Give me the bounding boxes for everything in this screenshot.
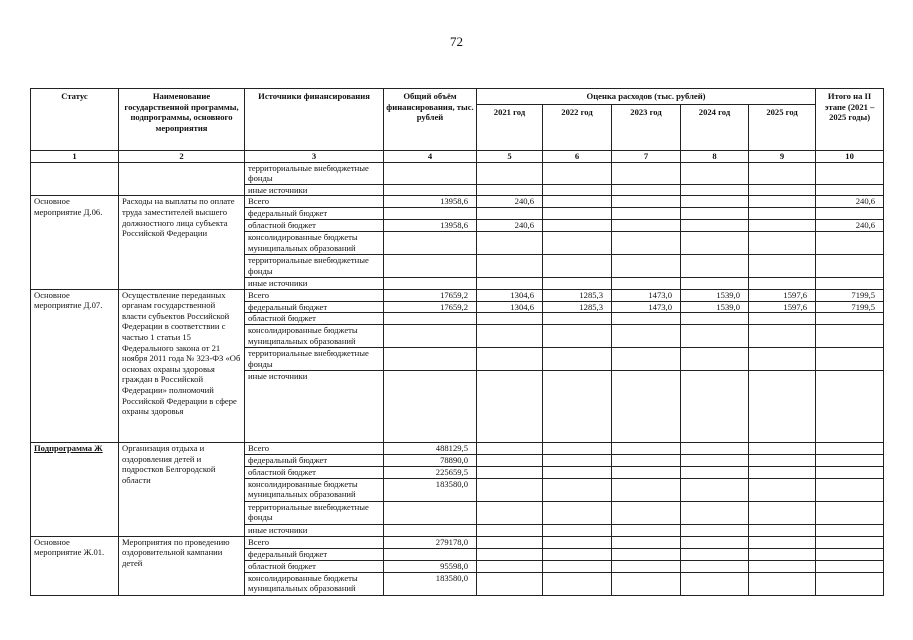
stage-total-cell bbox=[816, 231, 884, 254]
column-number-row bbox=[31, 150, 884, 162]
column-number: 7 bbox=[612, 150, 681, 162]
stage-total-cell: 7199,5 bbox=[816, 289, 884, 301]
year-value-cell bbox=[612, 254, 681, 277]
source-cell: иные источники bbox=[245, 371, 384, 443]
year-value-cell bbox=[681, 548, 749, 560]
table-row bbox=[31, 196, 884, 208]
year-value-cell bbox=[543, 455, 612, 467]
year-value-cell bbox=[681, 536, 749, 548]
source-cell: консолидированные бюджеты муниципальных образований bbox=[245, 231, 384, 254]
year-value-cell bbox=[681, 478, 749, 501]
name-cell: Организация отдыха и оздоровления детей и подростков Белгородской области bbox=[119, 443, 245, 537]
year-value-cell bbox=[543, 231, 612, 254]
year-value-cell bbox=[749, 162, 816, 184]
source-cell: иные источники bbox=[245, 524, 384, 536]
year-value-cell bbox=[477, 208, 543, 220]
status-cell: Основное мероприятие Ж.01. bbox=[31, 536, 119, 595]
year-value-cell bbox=[681, 466, 749, 478]
source-cell: консолидированные бюджеты муниципальных образований bbox=[245, 478, 384, 501]
year-value-cell bbox=[477, 184, 543, 196]
year-value-cell bbox=[477, 560, 543, 572]
year-value-cell: 1539,0 bbox=[681, 301, 749, 313]
header-total: Общий объём финансирования, тыс. рублей bbox=[384, 89, 477, 151]
year-value-cell bbox=[681, 455, 749, 467]
year-value-cell bbox=[612, 325, 681, 348]
year-value-cell bbox=[477, 313, 543, 325]
total-cell bbox=[384, 184, 477, 196]
column-number: 3 bbox=[245, 150, 384, 162]
header-estimate: Оценка расходов (тыс. рублей) bbox=[477, 89, 816, 105]
stage-total-cell bbox=[816, 536, 884, 548]
stage-total-cell bbox=[816, 466, 884, 478]
total-cell: 13958,6 bbox=[384, 219, 477, 231]
year-value-cell bbox=[543, 208, 612, 220]
year-value-cell bbox=[543, 254, 612, 277]
year-value-cell bbox=[749, 184, 816, 196]
year-value-cell: 1304,6 bbox=[477, 301, 543, 313]
year-value-cell bbox=[543, 524, 612, 536]
table-row bbox=[31, 162, 884, 184]
table-row bbox=[31, 536, 884, 548]
year-value-cell bbox=[681, 560, 749, 572]
stage-total-cell bbox=[816, 184, 884, 196]
column-number: 6 bbox=[543, 150, 612, 162]
source-cell: консолидированные бюджеты муниципальных образований bbox=[245, 325, 384, 348]
year-value-cell bbox=[477, 572, 543, 595]
year-value-cell bbox=[612, 536, 681, 548]
year-value-cell bbox=[477, 443, 543, 455]
budget-table bbox=[30, 88, 884, 596]
year-value-cell bbox=[612, 196, 681, 208]
year-value-cell bbox=[543, 466, 612, 478]
year-value-cell bbox=[749, 466, 816, 478]
total-cell: 78890,0 bbox=[384, 455, 477, 467]
source-cell: областной бюджет bbox=[245, 219, 384, 231]
year-value-cell bbox=[681, 184, 749, 196]
source-cell: федеральный бюджет bbox=[245, 455, 384, 467]
year-value-cell bbox=[749, 572, 816, 595]
year-value-cell bbox=[749, 443, 816, 455]
stage-total-cell bbox=[816, 478, 884, 501]
total-cell bbox=[384, 501, 477, 524]
total-cell bbox=[384, 325, 477, 348]
total-cell: 13958,6 bbox=[384, 196, 477, 208]
total-cell: 225659,5 bbox=[384, 466, 477, 478]
source-cell: территориальные внебюджетные фонды bbox=[245, 162, 384, 184]
year-value-cell bbox=[681, 524, 749, 536]
year-value-cell: 1473,0 bbox=[612, 289, 681, 301]
column-number: 10 bbox=[816, 150, 884, 162]
total-cell: 279178,0 bbox=[384, 536, 477, 548]
header-status: Статус bbox=[31, 89, 119, 151]
year-value-cell bbox=[543, 313, 612, 325]
year-value-cell bbox=[749, 277, 816, 289]
year-value-cell: 240,6 bbox=[477, 219, 543, 231]
status-cell: Основное мероприятие Д.06. bbox=[31, 196, 119, 289]
column-number: 5 bbox=[477, 150, 543, 162]
year-value-cell bbox=[749, 524, 816, 536]
column-number: 2 bbox=[119, 150, 245, 162]
source-cell: иные источники bbox=[245, 184, 384, 196]
table-row bbox=[31, 289, 884, 301]
year-value-cell bbox=[749, 254, 816, 277]
table-row bbox=[31, 443, 884, 455]
year-value-cell bbox=[477, 536, 543, 548]
year-value-cell bbox=[612, 548, 681, 560]
year-value-cell bbox=[612, 313, 681, 325]
year-value-cell bbox=[543, 196, 612, 208]
year-value-cell: 1597,6 bbox=[749, 289, 816, 301]
header-year: 2022 год bbox=[543, 104, 612, 150]
source-cell: Всего bbox=[245, 196, 384, 208]
year-value-cell bbox=[749, 536, 816, 548]
year-value-cell bbox=[543, 548, 612, 560]
year-value-cell bbox=[749, 231, 816, 254]
year-value-cell bbox=[681, 501, 749, 524]
year-value-cell bbox=[477, 325, 543, 348]
year-value-cell bbox=[612, 231, 681, 254]
status-cell: Подпрограмма Ж bbox=[31, 443, 119, 537]
total-cell bbox=[384, 348, 477, 371]
header-year: 2024 год bbox=[681, 104, 749, 150]
stage-total-cell bbox=[816, 501, 884, 524]
year-value-cell bbox=[477, 371, 543, 443]
year-value-cell bbox=[612, 478, 681, 501]
year-value-cell bbox=[612, 560, 681, 572]
year-value-cell: 240,6 bbox=[477, 196, 543, 208]
source-cell: областной бюджет bbox=[245, 560, 384, 572]
year-value-cell bbox=[612, 501, 681, 524]
stage-total-cell bbox=[816, 254, 884, 277]
column-number: 8 bbox=[681, 150, 749, 162]
year-value-cell: 1539,0 bbox=[681, 289, 749, 301]
stage-total-cell bbox=[816, 348, 884, 371]
year-value-cell bbox=[681, 313, 749, 325]
stage-total-cell bbox=[816, 443, 884, 455]
year-value-cell bbox=[612, 466, 681, 478]
year-value-cell: 1597,6 bbox=[749, 301, 816, 313]
year-value-cell bbox=[543, 348, 612, 371]
year-value-cell bbox=[681, 348, 749, 371]
page-number: 72 bbox=[450, 34, 463, 49]
year-value-cell bbox=[612, 208, 681, 220]
year-value-cell bbox=[543, 184, 612, 196]
year-value-cell bbox=[612, 162, 681, 184]
year-value-cell bbox=[749, 548, 816, 560]
year-value-cell bbox=[477, 348, 543, 371]
stage-total-cell: 240,6 bbox=[816, 219, 884, 231]
source-cell: федеральный бюджет bbox=[245, 208, 384, 220]
source-cell: территориальные внебюджетные фонды bbox=[245, 501, 384, 524]
year-value-cell bbox=[749, 455, 816, 467]
year-value-cell bbox=[612, 443, 681, 455]
year-value-cell bbox=[749, 478, 816, 501]
year-value-cell bbox=[749, 196, 816, 208]
source-cell: Всего bbox=[245, 536, 384, 548]
header-year: 2025 год bbox=[749, 104, 816, 150]
year-value-cell bbox=[543, 325, 612, 348]
year-value-cell bbox=[681, 208, 749, 220]
year-value-cell bbox=[749, 501, 816, 524]
year-value-cell bbox=[543, 560, 612, 572]
year-value-cell bbox=[749, 313, 816, 325]
source-cell: областной бюджет bbox=[245, 466, 384, 478]
stage-total-cell bbox=[816, 560, 884, 572]
year-value-cell bbox=[681, 371, 749, 443]
year-value-cell bbox=[612, 455, 681, 467]
year-value-cell bbox=[477, 277, 543, 289]
column-number: 4 bbox=[384, 150, 477, 162]
source-cell: Всего bbox=[245, 443, 384, 455]
year-value-cell bbox=[612, 184, 681, 196]
header-source: Источники финансирования bbox=[245, 89, 384, 151]
name-cell: Мероприятия по проведению оздоровительной кампании детей bbox=[119, 536, 245, 595]
stage-total-cell bbox=[816, 548, 884, 560]
table-body bbox=[31, 162, 884, 595]
year-value-cell bbox=[681, 219, 749, 231]
year-value-cell bbox=[477, 524, 543, 536]
year-value-cell: 1285,3 bbox=[543, 289, 612, 301]
total-cell bbox=[384, 162, 477, 184]
year-value-cell: 1473,0 bbox=[612, 301, 681, 313]
source-cell: федеральный бюджет bbox=[245, 301, 384, 313]
total-cell bbox=[384, 277, 477, 289]
year-value-cell: 1285,3 bbox=[543, 301, 612, 313]
total-cell: 488129,5 bbox=[384, 443, 477, 455]
year-value-cell bbox=[681, 231, 749, 254]
year-value-cell bbox=[477, 231, 543, 254]
year-value-cell bbox=[749, 325, 816, 348]
header-name: Наименование государственной программы, подпрограммы, основного мероприятия bbox=[119, 89, 245, 151]
total-cell bbox=[384, 313, 477, 325]
year-value-cell bbox=[749, 208, 816, 220]
stage-total-cell: 7199,5 bbox=[816, 301, 884, 313]
year-value-cell bbox=[681, 572, 749, 595]
name-cell: Осуществление переданных органам государственной власти субъектов Российской Федерации в соответствии с частью 1 статьи 15 Федерального закона от 21 ноября 2011 года № 323-ФЗ «Об основах охраны здоровья граждан в Российской Федерации» полномочий Российской Федерации в сфере охраны здоровья bbox=[119, 289, 245, 443]
total-cell: 183580,0 bbox=[384, 478, 477, 501]
source-cell: Всего bbox=[245, 289, 384, 301]
header-stage-total: Итого на II этапе (2021 – 2025 годы) bbox=[816, 89, 884, 151]
year-value-cell bbox=[749, 371, 816, 443]
year-value-cell: 1304,6 bbox=[477, 289, 543, 301]
total-cell: 183580,0 bbox=[384, 572, 477, 595]
year-value-cell bbox=[477, 548, 543, 560]
total-cell bbox=[384, 524, 477, 536]
header-year: 2021 год bbox=[477, 104, 543, 150]
year-value-cell bbox=[477, 501, 543, 524]
year-value-cell bbox=[612, 524, 681, 536]
stage-total-cell bbox=[816, 455, 884, 467]
stage-total-cell bbox=[816, 313, 884, 325]
stage-total-cell: 240,6 bbox=[816, 196, 884, 208]
year-value-cell bbox=[749, 219, 816, 231]
year-value-cell bbox=[477, 254, 543, 277]
status-cell: Основное мероприятие Д.07. bbox=[31, 289, 119, 443]
stage-total-cell bbox=[816, 371, 884, 443]
source-cell: иные источники bbox=[245, 277, 384, 289]
year-value-cell bbox=[543, 478, 612, 501]
total-cell bbox=[384, 548, 477, 560]
source-cell: областной бюджет bbox=[245, 313, 384, 325]
year-value-cell bbox=[477, 162, 543, 184]
total-cell: 17659,2 bbox=[384, 289, 477, 301]
year-value-cell bbox=[749, 348, 816, 371]
source-cell: территориальные внебюджетные фонды bbox=[245, 348, 384, 371]
header-year: 2023 год bbox=[612, 104, 681, 150]
year-value-cell bbox=[477, 466, 543, 478]
stage-total-cell bbox=[816, 277, 884, 289]
total-cell bbox=[384, 208, 477, 220]
year-value-cell bbox=[543, 501, 612, 524]
stage-total-cell bbox=[816, 572, 884, 595]
total-cell bbox=[384, 371, 477, 443]
stage-total-cell bbox=[816, 325, 884, 348]
source-cell: территориальные внебюджетные фонды bbox=[245, 254, 384, 277]
year-value-cell bbox=[543, 443, 612, 455]
year-value-cell bbox=[681, 254, 749, 277]
year-value-cell bbox=[612, 219, 681, 231]
name-cell bbox=[119, 162, 245, 196]
year-value-cell bbox=[612, 572, 681, 595]
status-cell bbox=[31, 162, 119, 196]
year-value-cell bbox=[681, 162, 749, 184]
stage-total-cell bbox=[816, 162, 884, 184]
stage-total-cell bbox=[816, 524, 884, 536]
year-value-cell bbox=[749, 560, 816, 572]
total-cell bbox=[384, 231, 477, 254]
year-value-cell bbox=[543, 219, 612, 231]
name-cell: Расходы на выплаты по оплате труда заместителей высшего должностного лица субъекта Российской Федерации bbox=[119, 196, 245, 289]
year-value-cell bbox=[612, 348, 681, 371]
year-value-cell bbox=[543, 371, 612, 443]
column-number: 9 bbox=[749, 150, 816, 162]
total-cell: 95598,0 bbox=[384, 560, 477, 572]
source-cell: консолидированные бюджеты муниципальных образований bbox=[245, 572, 384, 595]
total-cell: 17659,2 bbox=[384, 301, 477, 313]
year-value-cell bbox=[681, 196, 749, 208]
stage-total-cell bbox=[816, 208, 884, 220]
year-value-cell bbox=[681, 277, 749, 289]
year-value-cell bbox=[612, 371, 681, 443]
year-value-cell bbox=[543, 277, 612, 289]
year-value-cell bbox=[477, 478, 543, 501]
year-value-cell bbox=[543, 162, 612, 184]
year-value-cell bbox=[681, 325, 749, 348]
year-value-cell bbox=[543, 536, 612, 548]
year-value-cell bbox=[681, 443, 749, 455]
total-cell bbox=[384, 254, 477, 277]
year-value-cell bbox=[477, 455, 543, 467]
source-cell: федеральный бюджет bbox=[245, 548, 384, 560]
year-value-cell bbox=[612, 277, 681, 289]
column-number: 1 bbox=[31, 150, 119, 162]
year-value-cell bbox=[543, 572, 612, 595]
